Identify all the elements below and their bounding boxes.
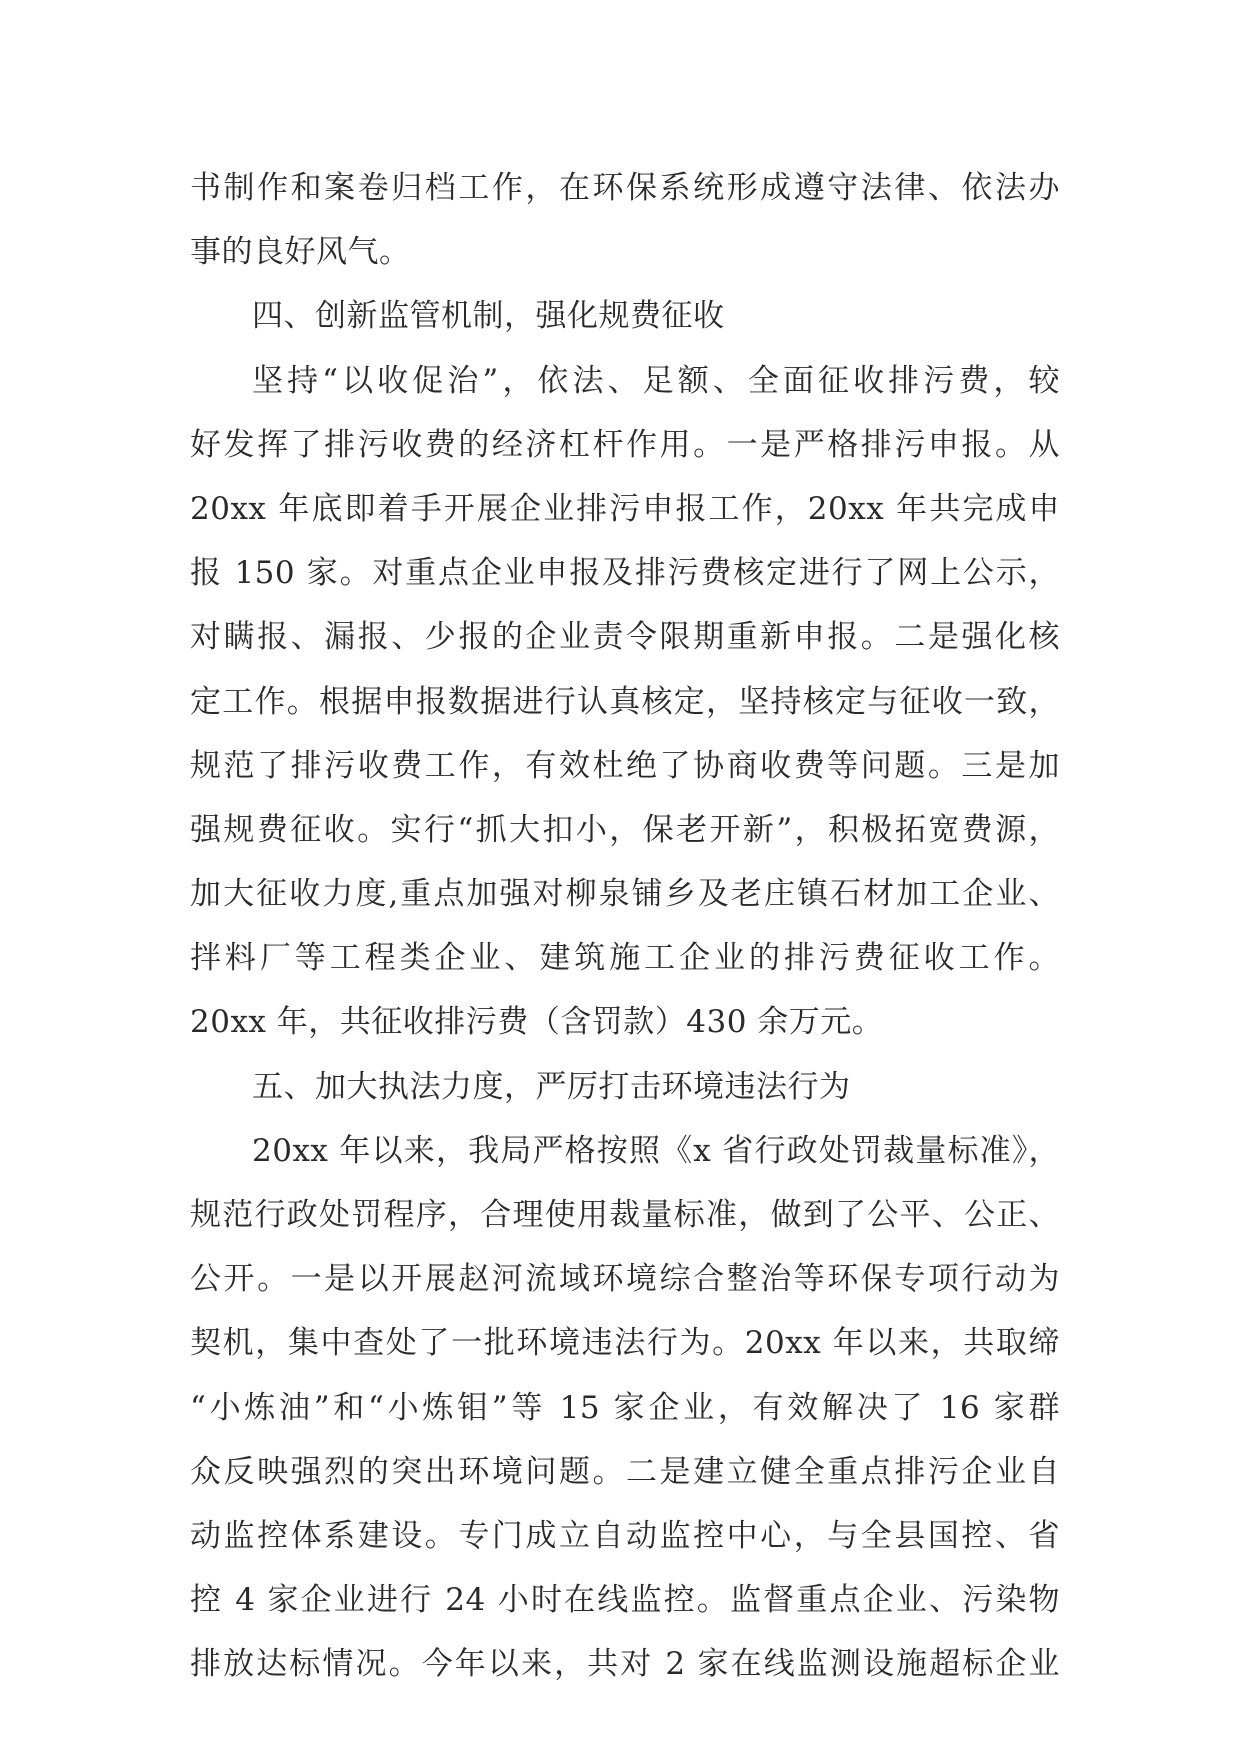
document-body (190, 156, 1060, 1697)
text-line: 加大征收力度,重点加强对柳泉铺乡及老庄镇石材加工企业、 (190, 876, 1060, 913)
text-line: 报 150 家。对重点企业申报及排污费核定进行了网上公示， (190, 555, 1060, 592)
text-line: 20xx 年底即着手开展企业排污申报工作，20xx 年共完成申 (190, 490, 1060, 527)
text-line: 强规费征收。实行“抓大扣小，保老开新”，积极拓宽费源， (190, 811, 1060, 848)
section-heading: 四、创新监管机制，强化规费征收 (252, 298, 725, 335)
text-line: 定工作。根据申报数据进行认真核定，坚持核定与征收一致， (190, 683, 1060, 720)
text-line: 控 4 家企业进行 24 小时在线监控。监督重点企业、污染物 (190, 1582, 1060, 1619)
text-line: 20xx 年以来，我局严格按照《x 省行政处罚裁量标准》， (252, 1132, 1060, 1169)
text-line: 对瞒报、漏报、少报的企业责令限期重新申报。二是强化核 (190, 619, 1060, 656)
text-line: 动监控体系建设。专门成立自动监控中心，与全县国控、省 (190, 1517, 1060, 1554)
text-line: 规范行政处罚程序，合理使用裁量标准，做到了公平、公正、 (190, 1197, 1060, 1233)
text-line: 好发挥了排污收费的经济杠杆作用。一是严格排污申报。从 (190, 426, 1060, 463)
text-line: 事的良好风气。 (190, 234, 411, 271)
text-line: 契机，集中查处了一批环境违法行为。20xx 年以来，共取缔 (190, 1325, 1060, 1362)
text-line: “小炼油”和“小炼钼”等 15 家企业，有效解决了 16 家群 (190, 1389, 1060, 1426)
text-line: 书制作和案卷归档工作，在环保系统形成遵守法律、依法办 (190, 170, 1060, 206)
text-line: 拌料厂等工程类企业、建筑施工企业的排污费征收工作。 (190, 940, 1060, 977)
text-line: 规范了排污收费工作，有效杜绝了协商收费等问题。三是加 (190, 747, 1060, 784)
section-heading: 五、加大执法力度，严厉打击环境违法行为 (252, 1068, 851, 1105)
text-line: 公开。一是以开展赵河流域环境综合整治等环保专项行动为 (190, 1261, 1060, 1298)
text-line: 众反映强烈的突出环境问题。二是建立健全重点排污企业自 (190, 1453, 1060, 1490)
text-line: 排放达标情况。今年以来，共对 2 家在线监测设施超标企业 (190, 1646, 1060, 1683)
text-line: 20xx 年，共征收排污费（含罚款）430 余万元。 (190, 1004, 884, 1041)
text-line: 坚持“以收促治”，依法、足额、全面征收排污费，较 (252, 362, 1060, 399)
